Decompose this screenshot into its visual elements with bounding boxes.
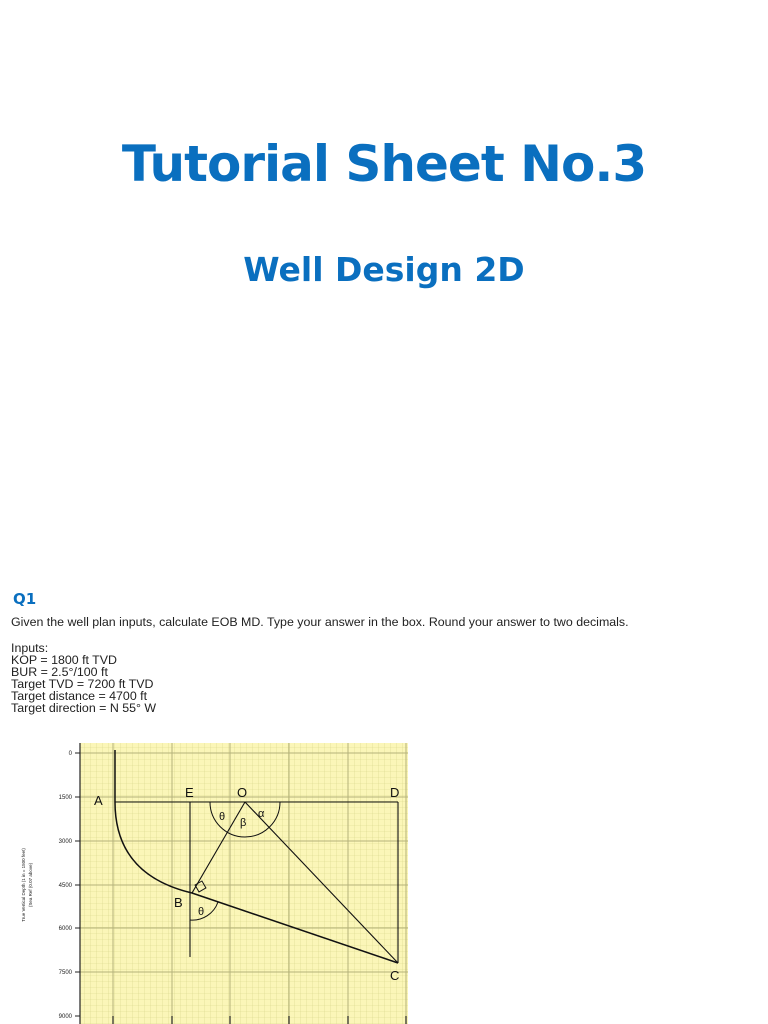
input-line-target-direction: Target direction = N 55° W <box>11 701 157 715</box>
y-axis-sublabel: (Sea Ref (0.07 above) <box>28 862 33 908</box>
y-tick-9000: 9000 <box>58 1014 72 1020</box>
point-d-label: D <box>390 785 400 800</box>
point-o-label: O <box>237 785 248 800</box>
page-title: Tutorial Sheet No.3 <box>121 135 647 193</box>
y-tick-0: 0 <box>68 751 72 757</box>
angle-theta-b-label: θ <box>198 906 205 918</box>
angle-theta-label: θ <box>219 811 226 823</box>
y-axis-ticks <box>75 753 80 1016</box>
y-axis-label: True Vertical Depth (1 in = 1500 feet) <box>21 848 26 922</box>
inputs-block <box>11 642 156 714</box>
point-a-label: A <box>94 793 103 808</box>
point-b-label: B <box>174 895 183 910</box>
y-tick-3000: 3000 <box>58 839 72 845</box>
inputs-heading: Inputs: <box>11 641 49 655</box>
y-tick-1500: 1500 <box>58 795 72 801</box>
input-line-bur: BUR = 2.5°/100 ft <box>11 665 108 679</box>
angle-beta-label: β <box>240 817 247 829</box>
point-c-label: C <box>390 968 400 983</box>
input-line-kop: KOP = 1800 ft TVD <box>11 653 117 667</box>
question-text: Given the well plan inputs, calculate EOB MD. Type your answer in the box. Round your answer to two decimals. <box>11 615 629 629</box>
y-tick-7500: 7500 <box>58 970 72 976</box>
input-line-target-distance: Target distance = 4700 ft <box>11 689 148 703</box>
input-line-target-tvd: Target TVD = 7200 ft TVD <box>11 677 154 691</box>
angle-alpha-label: α <box>258 808 265 820</box>
point-e-label: E <box>185 785 194 800</box>
well-design-diagram <box>0 735 768 1024</box>
y-tick-6000: 6000 <box>58 926 72 932</box>
question-label: Q1 <box>13 590 37 608</box>
page-subtitle: Well Design 2D <box>243 250 525 289</box>
y-tick-4500: 4500 <box>58 883 72 889</box>
